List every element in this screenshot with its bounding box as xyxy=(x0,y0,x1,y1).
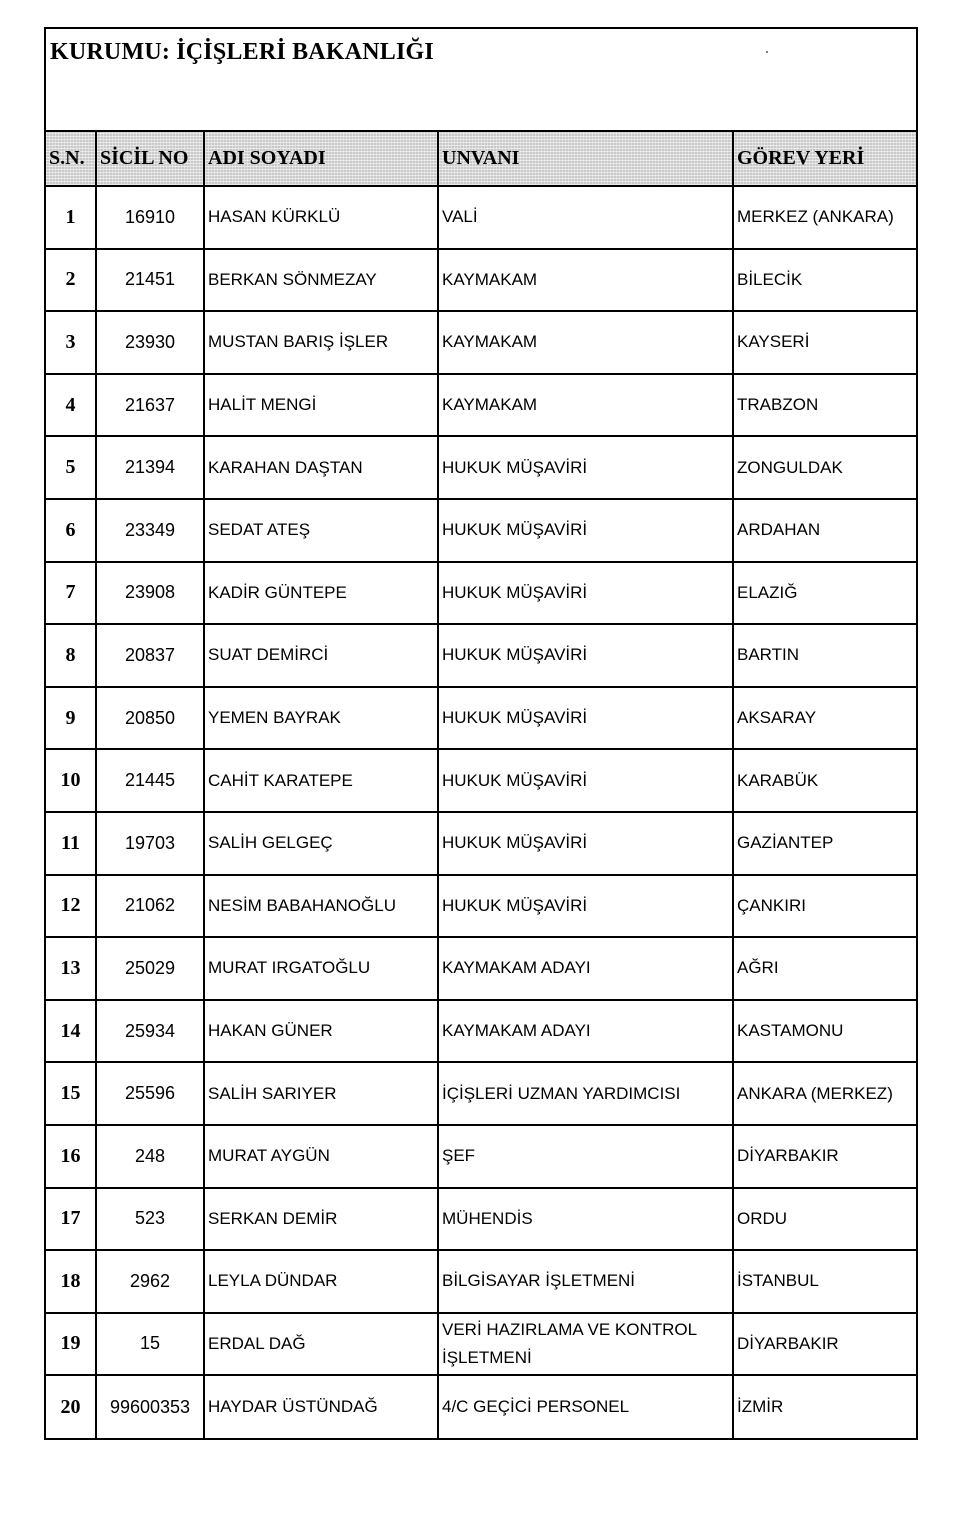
cell-gorev-yeri: AKSARAY xyxy=(733,687,916,750)
cell-adi-soyadi: ERDAL DAĞ xyxy=(204,1313,438,1376)
cell-gorev-yeri: BİLECİK xyxy=(733,249,916,312)
cell-sn: 2 xyxy=(46,249,96,312)
cell-unvani: HUKUK MÜŞAVİRİ xyxy=(438,562,733,625)
cell-sn: 12 xyxy=(46,875,96,938)
cell-sicil-no: 2962 xyxy=(96,1250,204,1313)
cell-gorev-yeri: DİYARBAKIR xyxy=(733,1125,916,1188)
cell-sicil-no: 523 xyxy=(96,1188,204,1251)
cell-unvani: HUKUK MÜŞAVİRİ xyxy=(438,749,733,812)
cell-adi-soyadi: MURAT AYGÜN xyxy=(204,1125,438,1188)
header-sicil-no: SİCİL NO xyxy=(96,132,204,186)
cell-sn: 15 xyxy=(46,1062,96,1125)
cell-sicil-no: 21445 xyxy=(96,749,204,812)
cell-sicil-no: 25596 xyxy=(96,1062,204,1125)
cell-unvani: HUKUK MÜŞAVİRİ xyxy=(438,436,733,499)
header-gorev-yeri: GÖREV YERİ xyxy=(733,132,916,186)
cell-sicil-no: 20850 xyxy=(96,687,204,750)
table-row xyxy=(46,624,916,687)
table-row xyxy=(46,499,916,562)
table-row xyxy=(46,436,916,499)
table-row xyxy=(46,186,916,249)
cell-adi-soyadi: MURAT IRGATOĞLU xyxy=(204,937,438,1000)
cell-unvani: BİLGİSAYAR İŞLETMENİ xyxy=(438,1250,733,1313)
cell-unvani: ŞEF xyxy=(438,1125,733,1188)
cell-sicil-no: 23908 xyxy=(96,562,204,625)
cell-gorev-yeri: ELAZIĞ xyxy=(733,562,916,625)
cell-gorev-yeri: ÇANKIRI xyxy=(733,875,916,938)
cell-sn: 17 xyxy=(46,1188,96,1251)
cell-adi-soyadi: SEDAT ATEŞ xyxy=(204,499,438,562)
cell-gorev-yeri: İSTANBUL xyxy=(733,1250,916,1313)
cell-unvani: İÇİŞLERİ UZMAN YARDIMCISI xyxy=(438,1062,733,1125)
cell-sn: 8 xyxy=(46,624,96,687)
cell-gorev-yeri: TRABZON xyxy=(733,374,916,437)
cell-gorev-yeri: AĞRI xyxy=(733,937,916,1000)
cell-unvani: HUKUK MÜŞAVİRİ xyxy=(438,687,733,750)
personnel-table xyxy=(46,132,916,1438)
cell-unvani: KAYMAKAM ADAYI xyxy=(438,1000,733,1063)
table-header-row xyxy=(46,132,916,186)
table-row xyxy=(46,1188,916,1251)
cell-sicil-no: 21394 xyxy=(96,436,204,499)
cell-sn: 1 xyxy=(46,186,96,249)
cell-adi-soyadi: HAKAN GÜNER xyxy=(204,1000,438,1063)
cell-sicil-no: 21451 xyxy=(96,249,204,312)
table-row xyxy=(46,937,916,1000)
cell-sicil-no: 21062 xyxy=(96,875,204,938)
cell-sicil-no: 25934 xyxy=(96,1000,204,1063)
cell-unvani: KAYMAKAM xyxy=(438,249,733,312)
table-row xyxy=(46,374,916,437)
cell-adi-soyadi: NESİM BABAHANOĞLU xyxy=(204,875,438,938)
cell-unvani: HUKUK MÜŞAVİRİ xyxy=(438,624,733,687)
cell-sn: 4 xyxy=(46,374,96,437)
cell-adi-soyadi: SERKAN DEMİR xyxy=(204,1188,438,1251)
cell-sicil-no: 19703 xyxy=(96,812,204,875)
cell-unvani: 4/C GEÇİCİ PERSONEL xyxy=(438,1375,733,1438)
cell-gorev-yeri: DİYARBAKIR xyxy=(733,1313,916,1376)
cell-adi-soyadi: SUAT DEMİRCİ xyxy=(204,624,438,687)
cell-unvani: KAYMAKAM xyxy=(438,311,733,374)
table-row xyxy=(46,311,916,374)
header-adi-soyadi: ADI SOYADI xyxy=(204,132,438,186)
cell-unvani: KAYMAKAM ADAYI xyxy=(438,937,733,1000)
cell-sn: 9 xyxy=(46,687,96,750)
cell-unvani: MÜHENDİS xyxy=(438,1188,733,1251)
cell-adi-soyadi: SALİH SARIYER xyxy=(204,1062,438,1125)
table-row xyxy=(46,1125,916,1188)
cell-sicil-no: 21637 xyxy=(96,374,204,437)
header-unvani: UNVANI xyxy=(438,132,733,186)
cell-gorev-yeri: İZMİR xyxy=(733,1375,916,1438)
table-row xyxy=(46,1000,916,1063)
cell-sn: 10 xyxy=(46,749,96,812)
cell-gorev-yeri: GAZİANTEP xyxy=(733,812,916,875)
cell-sn: 19 xyxy=(46,1313,96,1376)
cell-sn: 18 xyxy=(46,1250,96,1313)
cell-sn: 13 xyxy=(46,937,96,1000)
cell-unvani: KAYMAKAM xyxy=(438,374,733,437)
cell-gorev-yeri: ARDAHAN xyxy=(733,499,916,562)
cell-sn: 6 xyxy=(46,499,96,562)
cell-adi-soyadi: HAYDAR ÜSTÜNDAĞ xyxy=(204,1375,438,1438)
cell-gorev-yeri: KAYSERİ xyxy=(733,311,916,374)
cell-adi-soyadi: KARAHAN DAŞTAN xyxy=(204,436,438,499)
cell-unvani: VALİ xyxy=(438,186,733,249)
cell-unvani: HUKUK MÜŞAVİRİ xyxy=(438,875,733,938)
cell-adi-soyadi: SALİH GELGEÇ xyxy=(204,812,438,875)
cell-gorev-yeri: BARTIN xyxy=(733,624,916,687)
cell-sicil-no: 248 xyxy=(96,1125,204,1188)
table-row xyxy=(46,1313,916,1376)
cell-sicil-no: 23930 xyxy=(96,311,204,374)
cell-adi-soyadi: KADİR GÜNTEPE xyxy=(204,562,438,625)
table-row xyxy=(46,812,916,875)
header-sn: S.N. xyxy=(46,132,96,186)
cell-sn: 20 xyxy=(46,1375,96,1438)
cell-adi-soyadi: MUSTAN BARIŞ İŞLER xyxy=(204,311,438,374)
cell-sicil-no: 20837 xyxy=(96,624,204,687)
table-row xyxy=(46,875,916,938)
table-row xyxy=(46,687,916,750)
table-row xyxy=(46,1250,916,1313)
cell-gorev-yeri: ORDU xyxy=(733,1188,916,1251)
cell-gorev-yeri: KARABÜK xyxy=(733,749,916,812)
cell-unvani: VERİ HAZIRLAMA VE KONTROL İŞLETMENİ xyxy=(438,1313,733,1376)
cell-sn: 14 xyxy=(46,1000,96,1063)
cell-adi-soyadi: BERKAN SÖNMEZAY xyxy=(204,249,438,312)
document-title: KURUMU: İÇİŞLERİ BAKANLIĞI xyxy=(50,39,434,65)
cell-sn: 5 xyxy=(46,436,96,499)
cell-sicil-no: 99600353 xyxy=(96,1375,204,1438)
cell-sn: 3 xyxy=(46,311,96,374)
cell-unvani: HUKUK MÜŞAVİRİ xyxy=(438,812,733,875)
table-row xyxy=(46,249,916,312)
cell-gorev-yeri: KASTAMONU xyxy=(733,1000,916,1063)
cell-sicil-no: 25029 xyxy=(96,937,204,1000)
table-body xyxy=(46,186,916,1438)
cell-gorev-yeri: ZONGULDAK xyxy=(733,436,916,499)
cell-adi-soyadi: HASAN KÜRKLÜ xyxy=(204,186,438,249)
table-row xyxy=(46,1375,916,1438)
cell-sicil-no: 15 xyxy=(96,1313,204,1376)
cell-unvani: HUKUK MÜŞAVİRİ xyxy=(438,499,733,562)
table-row xyxy=(46,1062,916,1125)
table-row xyxy=(46,562,916,625)
cell-sn: 7 xyxy=(46,562,96,625)
cell-sicil-no: 16910 xyxy=(96,186,204,249)
title-box xyxy=(46,29,916,132)
cell-sicil-no: 23349 xyxy=(96,499,204,562)
scan-speck xyxy=(766,51,768,53)
cell-sn: 11 xyxy=(46,812,96,875)
cell-adi-soyadi: CAHİT KARATEPE xyxy=(204,749,438,812)
cell-gorev-yeri: ANKARA (MERKEZ) xyxy=(733,1062,916,1125)
table-row xyxy=(46,749,916,812)
cell-adi-soyadi: YEMEN BAYRAK xyxy=(204,687,438,750)
cell-gorev-yeri: MERKEZ (ANKARA) xyxy=(733,186,916,249)
personnel-document xyxy=(44,27,918,1440)
cell-adi-soyadi: LEYLA DÜNDAR xyxy=(204,1250,438,1313)
cell-sn: 16 xyxy=(46,1125,96,1188)
cell-adi-soyadi: HALİT MENGİ xyxy=(204,374,438,437)
